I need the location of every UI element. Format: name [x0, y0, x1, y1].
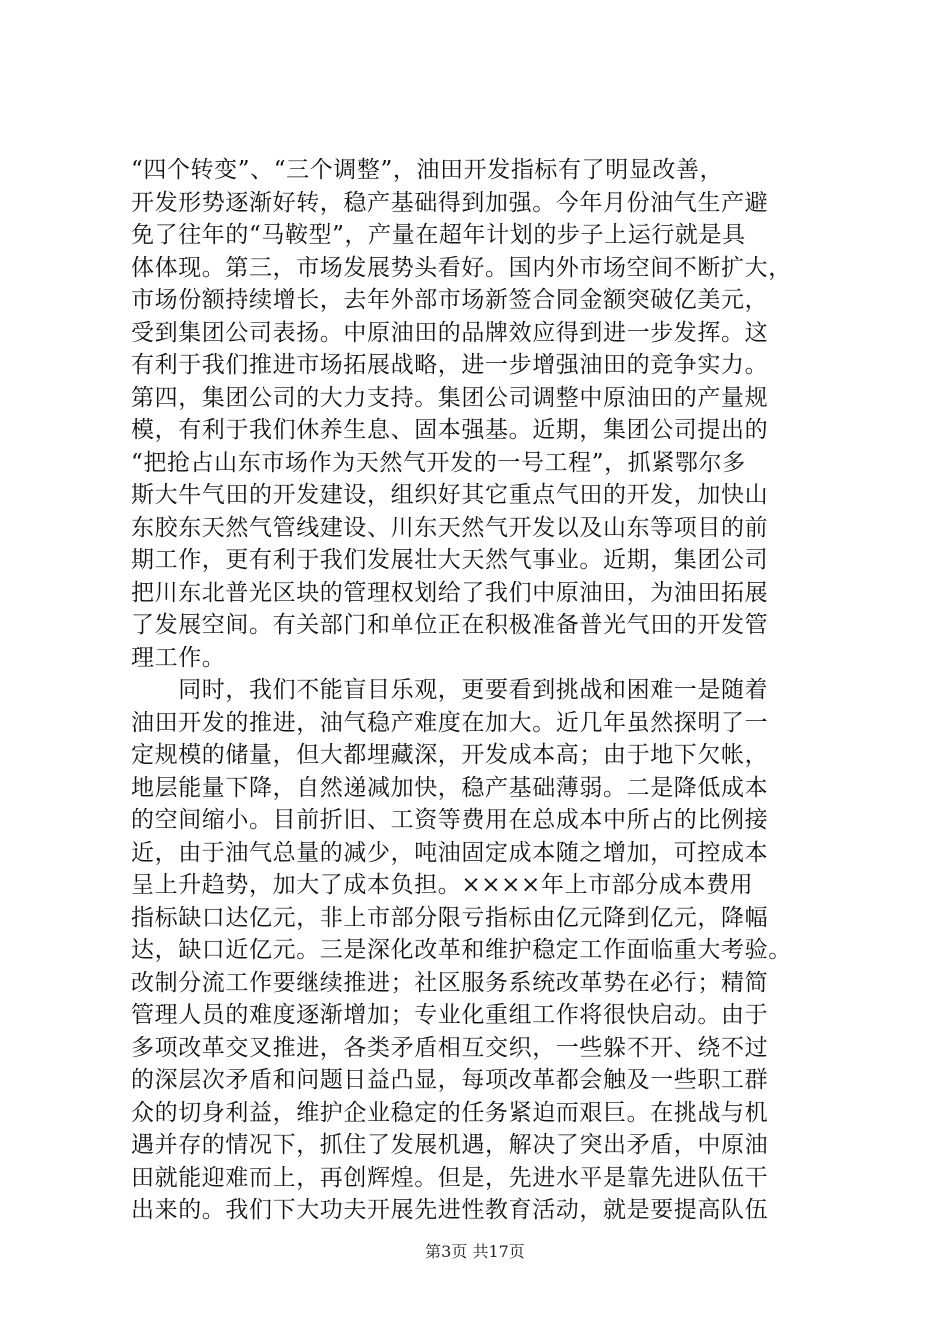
- text-line: 开发形势逐渐好转，稳产基础得到加强。今年月份油气生产避: [131, 189, 769, 216]
- text-line: 出来的。我们下大功夫开展先进性教育活动，就是要提高队伍: [131, 1197, 769, 1223]
- text-line: 体体现。第三，市场发展势头看好。国内外市场空间不断扩大，: [131, 254, 792, 281]
- text-line: 理工作。: [131, 644, 226, 671]
- text-line: 第四，集团公司的大力支持。集团公司调整中原油田的产量规: [131, 384, 769, 411]
- text-line: “把抢占山东市场作为天然气开发的一号工程”，抓紧鄂尔多: [131, 449, 746, 476]
- text-line: 众的切身利益，维护企业稳定的任务紧迫而艰巨。在挑战与机: [131, 1099, 769, 1126]
- text-line: 地层能量下降，自然递减加快，稳产基础薄弱。二是降低成本: [131, 774, 769, 801]
- text-line: 多项改革交叉推进，各类矛盾相互交织，一些躲不开、绕不过: [131, 1034, 769, 1061]
- text-line: 受到集团公司表扬。中原油田的品牌效应得到进一步发挥。这: [131, 319, 769, 346]
- text-line: 期工作，更有利于我们发展壮大天然气事业。近期，集团公司: [131, 547, 769, 573]
- text-line: 把川东北普光区块的管理权划给了我们中原油田，为油田拓展: [131, 579, 769, 606]
- text-line: 近，由于油气总量的减少，吨油固定成本随之增加，可控成本: [131, 839, 769, 866]
- text-line: 的深层次矛盾和问题日益凸显，每项改革都会触及一些职工群: [131, 1067, 769, 1093]
- body-text: [131, 154, 831, 1227]
- text-line: 指标缺口达亿元，非上市部分限亏指标由亿元降到亿元，降幅: [131, 904, 769, 931]
- text-line: 斯大牛气田的开发建设，组织好其它重点气田的开发，加快山: [131, 482, 769, 508]
- text-line: 遇并存的情况下，抓住了发展机遇，解决了突出矛盾，中原油: [131, 1132, 769, 1158]
- text-line: 改制分流工作要继续推进；社区服务系统改革势在必行；精简: [131, 969, 769, 996]
- text-line: 市场份额持续增长，去年外部市场新签合同金额突破亿美元，: [131, 287, 769, 313]
- page-footer: 第3页 共17页: [425, 1242, 525, 1261]
- text-line: 东胶东天然气管线建设、川东天然气开发以及山东等项目的前: [131, 514, 769, 541]
- text-line: 模，有利于我们休养生息、固本强基。近期，集团公司提出的: [131, 417, 769, 443]
- text-line: 的空间缩小。目前折旧、工资等费用在总成本中所占的比例接: [131, 807, 769, 833]
- text-line: 呈上升趋势，加大了成本负担。××××年上市部分成本费用: [131, 872, 754, 898]
- text-line: 定规模的储量，但大都埋藏深，开发成本高；由于地下欠帐，: [131, 742, 769, 768]
- text-line: 管理人员的难度逐渐增加；专业化重组工作将很快启动。由于: [131, 1002, 769, 1028]
- text-line: 了发展空间。有关部门和单位正在积极准备普光气田的开发管: [131, 612, 769, 638]
- text-line: “四个转变”、“三个调整”，油田开发指标有了明显改善，: [131, 157, 724, 183]
- text-line: 田就能迎难而上，再创辉煌。但是，先进水平是靠先进队伍干: [131, 1164, 769, 1191]
- text-line: 有利于我们推进市场拓展战略，进一步增强油田的竞争实力。: [131, 352, 769, 378]
- text-line: 达，缺口近亿元。三是深化改革和维护稳定工作面临重大考验。: [131, 937, 792, 963]
- text-line: 油田开发的推进，油气稳产难度在加大。近几年虽然探明了一: [131, 709, 769, 736]
- text-line: 免了往年的“马鞍型”，产量在超年计划的步子上运行就是具: [131, 222, 746, 248]
- text-line: 同时，我们不能盲目乐观，更要看到挑战和困难一是随着: [131, 677, 769, 703]
